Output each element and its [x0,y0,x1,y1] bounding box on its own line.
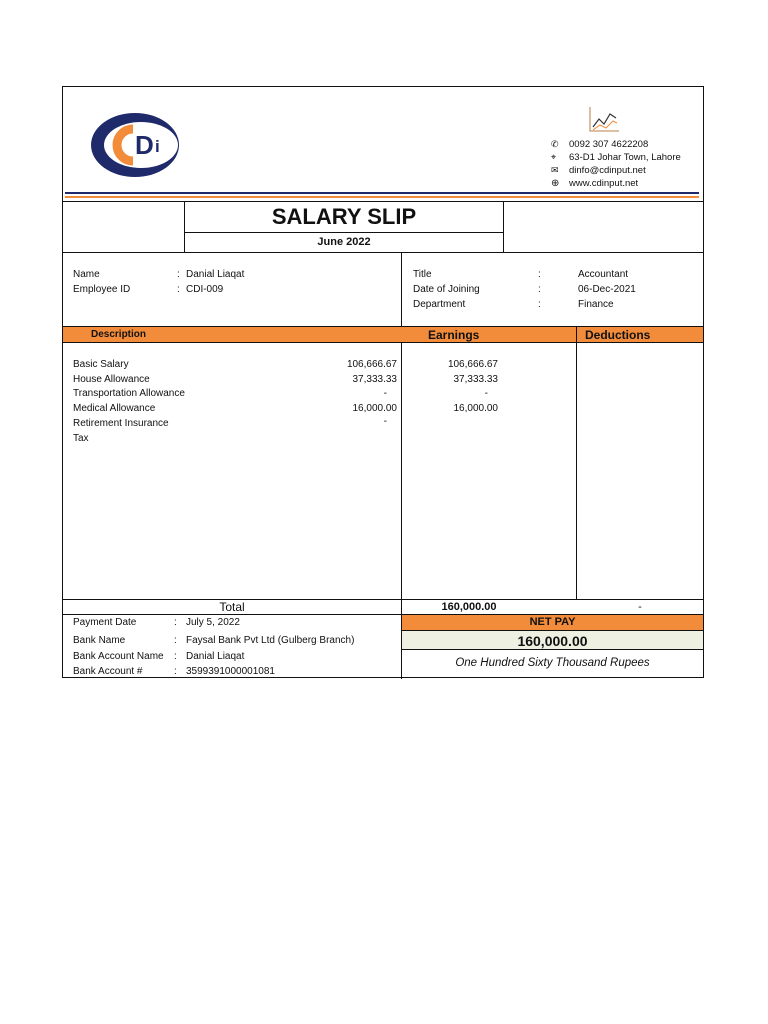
email-icon: ✉ [551,165,559,175]
contact-email [551,164,701,177]
header-divider-navy [65,192,699,194]
contact-website [551,177,701,190]
account-number: 3599391000001081 [186,666,275,677]
joining-date-label: Date of Joining [413,284,480,295]
total-earnings: 160,000.00 [441,601,497,613]
payment-date-label: Payment Date [73,617,137,628]
row-label: Tax [73,433,89,444]
company-address: 63-D1 Johar Town, Lahore [569,151,681,163]
slip-title: SALARY SLIP [271,204,417,229]
contact-address [551,151,701,164]
bank-name: Faysal Bank Pvt Ltd (Gulberg Branch) [186,635,355,646]
contact-list [551,138,701,190]
title-bottom-line [63,252,703,253]
slip-period: June 2022 [317,236,371,248]
net-pay-words: One Hundred Sixty Thousand Rupees [455,657,650,669]
svg-text:D: D [135,130,154,160]
svg-text:i: i [155,137,160,156]
department: Finance [578,299,614,310]
title-mid-line [184,232,504,233]
salary-slip [62,86,704,678]
row-earning: 16,000.00 [453,403,498,414]
department-label: Department [413,299,466,310]
description-header: Description [91,329,147,340]
net-pay-amount: 160,000.00 [402,630,703,650]
header-divider-orange [65,196,699,198]
row-label: Retirement Insurance [73,418,169,429]
total-label: Total [219,600,245,614]
company-email[interactable]: dinfo@cdinput.net [569,164,646,176]
row-label: Transportation Allowance [73,388,185,399]
department-colon: : [538,299,541,310]
employee-name: Danial Liaqat [186,269,245,280]
employee-title: Accountant [578,269,629,280]
total-deductions: - [638,601,642,613]
row-earning: - [484,388,488,399]
account-name: Danial Liaqat [186,651,245,662]
employee-id-colon: : [177,284,180,295]
row-amount: - [383,416,387,427]
row-amount: - [383,388,387,399]
row-label: Medical Allowance [73,403,156,414]
company-logo [91,111,183,179]
bank-name-colon: : [174,635,177,646]
net-pay-label: NET PAY [402,615,703,630]
account-number-label: Bank Account # [73,666,143,677]
row-label: House Allowance [73,374,150,385]
company-phone: 0092 307 4622208 [569,138,649,150]
company-website[interactable]: www.cdinput.net [569,177,639,189]
row-earning: 37,333.33 [453,374,498,385]
name-colon: : [177,269,180,280]
title-right-border [503,201,504,252]
payment-date: July 5, 2022 [186,617,240,628]
name-label: Name [73,269,100,280]
row-earning: 106,666.67 [447,359,498,370]
deductions-divider [576,326,577,599]
joining-date: 06-Dec-2021 [578,284,636,295]
chart-logo-icon [587,105,621,135]
employee-id-label: Employee ID [73,284,131,295]
row-amount: 16,000.00 [352,403,397,414]
globe-icon: ⊕ [551,178,560,189]
row-amount: 37,333.33 [352,374,397,385]
title-label: Title [413,269,432,280]
joining-date-colon: : [538,284,541,295]
title-top-line [63,201,703,202]
deductions-header: Deductions [585,328,651,342]
location-pin-icon: ⌖ [551,152,557,162]
bank-name-label: Bank Name [73,635,126,646]
employee-id: CDI-009 [186,284,224,295]
title-colon: : [538,269,541,280]
payment-date-colon: : [174,617,177,628]
row-amount: 106,666.67 [346,359,397,370]
account-name-colon: : [174,651,177,662]
account-number-colon: : [174,666,177,677]
row-label: Basic Salary [73,359,129,370]
account-name-label: Bank Account Name [73,651,164,662]
earnings-header: Earnings [428,328,480,342]
phone-icon: ✆ [551,139,559,149]
contact-phone [551,138,701,151]
